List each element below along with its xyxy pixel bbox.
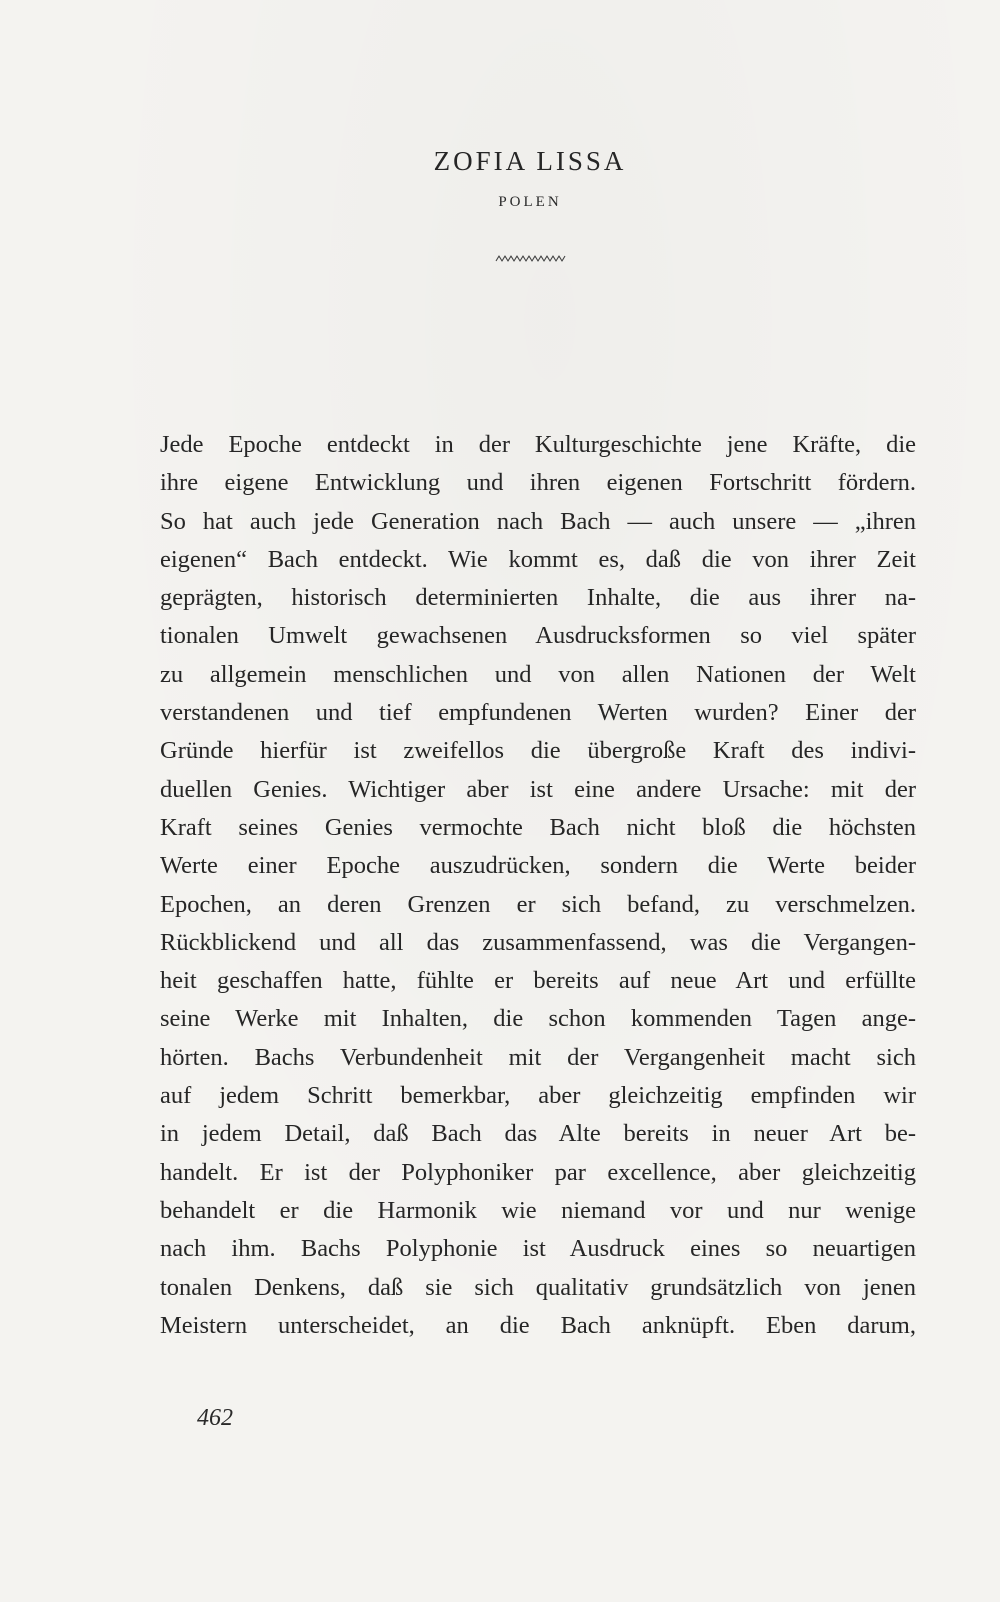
text-line: Epochen, an deren Grenzen er sich befand, zu verschmelzen. [160,890,916,918]
text-line: duellen Genies. Wichtiger aber ist eine andere Ursache: mit der [160,775,916,803]
text-line: eigenen“ Bach entdeckt. Wie kommt es, daß die von ihrer Zeit [160,545,916,573]
text-line: tonalen Denkens, daß sie sich qualitativ grundsätzlich von jenen [160,1273,916,1301]
text-line: Rückblickend und all das zusammenfassend, was die Vergangen- [160,928,916,956]
text-line: Jede Epoche entdeckt in der Kulturgeschichte jene Kräfte, die [160,431,916,458]
text-line: Meistern unterscheidet, an die Bach anknüpft. Eben darum, [160,1311,916,1339]
text-line: heit geschaffen hatte, fühlte er bereits auf neue Art und erfüllte [160,967,916,995]
body-paragraph [160,426,916,1345]
text-line: nach ihm. Bachs Polyphonie ist Ausdruck eines so neuartigen [160,1235,916,1263]
text-line: tionalen Umwelt gewachsenen Ausdrucksformen so viel später [160,622,916,650]
text-line: ihre eigene Entwicklung und ihren eigenen Fortschritt fördern. [160,469,916,497]
text-line: in jedem Detail, daß Bach das Alte bereits in neuer Art be- [160,1120,916,1148]
text-line: auf jedem Schritt bemerkbar, aber gleichzeitig empfinden wir [160,1082,916,1110]
text-line: geprägten, historisch determinierten Inhalte, die aus ihrer na- [160,584,916,612]
text-line: Gründe hierfür ist zweifellos die übergroße Kraft des indivi- [160,737,916,765]
text-line: Kraft seines Genies vermochte Bach nicht bloß die höchsten [160,813,916,841]
text-line: Werte einer Epoche auszudrücken, sondern die Werte beider [160,852,916,880]
text-line: handelt. Er ist der Polyphoniker par excellence, aber gleichzeitig [160,1158,916,1186]
author-country: POLEN [498,194,562,210]
page-number: 462 [197,1405,233,1431]
text-line: verstandenen und tief empfundenen Werten wurden? Einer der [160,699,916,727]
text-line: So hat auch jede Generation nach Bach — auch unsere — „ihren [160,507,916,535]
text-line: behandelt er die Harmonik wie niemand vor und nur wenige [160,1196,916,1224]
text-line: zu allgemein menschlichen und von allen Nationen der Welt [160,660,916,688]
text-line: hörten. Bachs Verbundenheit mit der Vergangenheit macht sich [160,1043,916,1071]
author-name: ZOFIA LISSA [433,146,627,176]
text-line: seine Werke mit Inhalten, die schon kommenden Tagen ange- [160,1005,916,1033]
wavy-line-ornament-icon [495,252,567,266]
